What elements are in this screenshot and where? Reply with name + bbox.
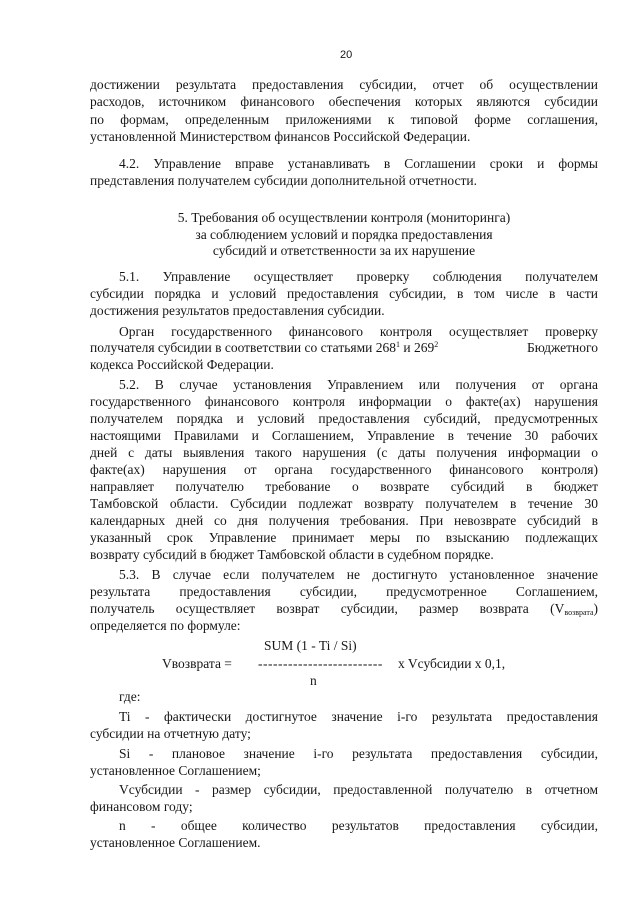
text-line: расходов, источником финансового обеспечения которых являются субсидии bbox=[90, 94, 598, 109]
text-fragment: Бюджетного bbox=[527, 340, 598, 355]
definition-line: Ti - фактически достигнутое значение i-го результата предоставления bbox=[119, 709, 598, 724]
footnote-marker: 2 bbox=[434, 340, 439, 349]
text-line: 5.2. В случае установления Управлением или получения от органа bbox=[119, 377, 598, 392]
text-line: 5.1. Управление осуществляет проверку соблюдения получателем bbox=[119, 269, 598, 284]
text-line: 5.3. В случае если получателем не достигнуто установленное значение bbox=[119, 567, 598, 582]
footnote-marker: 1 bbox=[395, 340, 400, 349]
definition-line: Vсубсидии - размер субсидии, предоставленной получателю в отчетном bbox=[119, 782, 598, 797]
definition-line: субсидии на отчетную дату; bbox=[90, 726, 251, 741]
text-line: представления получателем субсидии дополнительной отчетности. bbox=[90, 173, 477, 188]
definition-line: Si - плановое значение i-го результата предоставления субсидии, bbox=[119, 746, 598, 761]
heading-line: 5. Требования об осуществлении контроля (мониторинга) bbox=[177, 210, 511, 225]
text-line: настоящими Правилами и Соглашением, Управление в течение 30 рабочих bbox=[90, 428, 598, 443]
text-fragment: ) bbox=[593, 601, 598, 616]
text-line: факте(ах) нарушения от органа государственного финансового контроля) bbox=[90, 462, 598, 477]
definition-line: финансовом году; bbox=[90, 799, 193, 814]
formula-lhs: Vвозврата = bbox=[162, 656, 232, 671]
formula-denominator: n bbox=[310, 673, 317, 688]
text-line: указанный срок Управление принимает меры по взысканию подлежащих bbox=[90, 530, 598, 545]
text-fragment: и 269 bbox=[399, 340, 435, 355]
definition-line: n - общее количество результатов предоставления субсидии, bbox=[119, 818, 598, 833]
page-number: 20 bbox=[340, 49, 353, 61]
text-line: определяется по формуле: bbox=[90, 618, 241, 633]
formula-numerator: SUM (1 - Ti / Si) bbox=[264, 638, 357, 653]
text-line: дней с даты выявления такого нарушения (с даты получения информации о bbox=[90, 445, 598, 460]
definition-line: установленное Соглашением; bbox=[90, 763, 261, 778]
text-line: получателем порядка и условий предоставления субсидий, предусмотренных bbox=[90, 411, 598, 426]
text-line: государственного финансового контроля информации о факте(ах) нарушения bbox=[90, 394, 598, 409]
definition-line: установленное Соглашением. bbox=[90, 835, 261, 850]
heading-line: за соблюдением условий и порядка предоставления bbox=[195, 227, 493, 242]
text-line: по формам, определенным приложениями к типовой форме соглашения, bbox=[90, 112, 598, 127]
where-label: где: bbox=[119, 689, 141, 704]
text-line: возврату субсидий в бюджет Тамбовской области в судебном порядке. bbox=[90, 547, 494, 562]
text-line: достижения результатов предоставления субсидии. bbox=[90, 303, 385, 318]
formula-fraction-bar: ------------------------- bbox=[258, 656, 383, 671]
text-line: Тамбовской области. Субсидии подлежат возврату получателем в течение 30 bbox=[90, 496, 598, 511]
text-line: Орган государственного финансового контроля осуществляет проверку bbox=[119, 324, 598, 339]
text-line: направляет получателю требование о возврате субсидий в бюджет bbox=[90, 479, 598, 494]
text-line: результата предоставления субсидии, предусмотренное Соглашением, bbox=[90, 584, 598, 599]
text-line: 4.2. Управление вправе устанавливать в Соглашении сроки и формы bbox=[119, 156, 598, 171]
heading-line: субсидий и ответственности за их нарушение bbox=[212, 243, 476, 258]
text-fragment: получатель осуществляет возврат субсидии, размер возврата (V bbox=[90, 601, 565, 616]
formula-rhs: x Vсубсидии x 0,1, bbox=[398, 656, 506, 671]
text-line: установленной Министерством финансов Российской Федерации. bbox=[90, 129, 471, 144]
text-line-with-references bbox=[90, 339, 598, 356]
text-line: календарных дней со дня получения требования. При невозврате субсидий в bbox=[90, 513, 598, 528]
text-line: субсидии порядка и условий предоставления субсидии, в том числе в части bbox=[90, 286, 598, 301]
text-fragment: получателя субсидии в соответствии со статьями 268 bbox=[90, 340, 396, 355]
text-line: кодекса Российской Федерации. bbox=[90, 357, 274, 372]
text-line: достижении результата предоставления субсидии, отчет об осуществлении bbox=[90, 77, 598, 92]
text-line-with-subscript bbox=[90, 600, 598, 617]
subscript: возврата bbox=[564, 608, 594, 617]
